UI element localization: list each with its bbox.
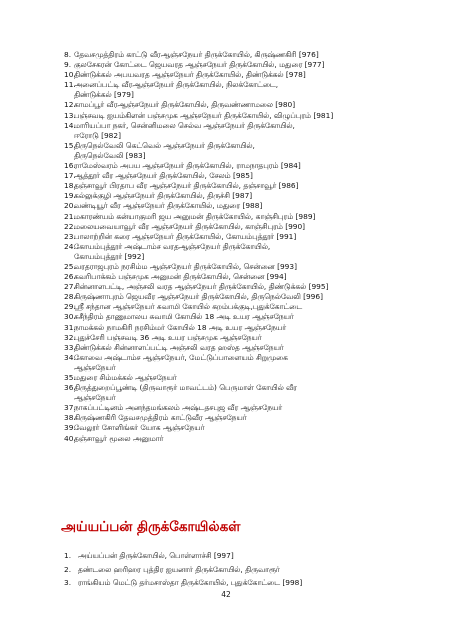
list-item (64, 121, 444, 141)
item-text: மலையவையாவூர் வீர ஆஞ்சநேயர் திருக்கோயில், காஞ்சிபுரம் [990] (74, 221, 306, 231)
list-item (64, 373, 444, 383)
list-item (64, 312, 444, 322)
list-item (64, 201, 444, 211)
item-number: 27. (64, 282, 76, 292)
item-text: கிருஷ்ணாபுரம் ஜெயவீர ஆஞ்சநேயர் திருக்கோயில், திருநெல்வேலி [996] (74, 292, 323, 302)
list-item (64, 343, 444, 353)
item-number: 16. (64, 161, 76, 171)
list-item (64, 434, 444, 444)
temple-list (64, 50, 444, 444)
item-text: கோயம்புத்தூர் அஷ்டாம்ச வரதஆஞ்சநேயர் திருக்கோயில், கோயம்புத்தூர் [992] (74, 241, 271, 261)
ayyappan-temple-list (64, 549, 444, 590)
item-number: 34. (64, 352, 76, 362)
item-number: 2. (64, 564, 72, 574)
list-item (64, 70, 444, 80)
item-number: 15. (64, 140, 76, 150)
list-item (64, 333, 444, 343)
item-text: தஞ்சாவூர் மூலை அனுமார் (74, 433, 164, 443)
list-item (64, 423, 444, 433)
item-text: ராங்கியம் மெட்டு தர்மசாஸ்தா திருக்கோயில், புதுக்கோட்டை [998] (78, 578, 303, 587)
item-number: 26. (64, 272, 76, 282)
list-item (64, 212, 444, 222)
list-item (64, 576, 444, 590)
item-text: கவரிபாக்கம் பஞ்சமுக அனுமன் திருக்கோயில், சென்னை [994] (74, 272, 287, 282)
item-text: தஞ்சாவூர் பிரதாப வீர ஆஞ்சநேயர் திருக்கோயில், தஞ்சாவூர் [986] (74, 181, 299, 191)
item-text: வேலூர் சோளிங்கர் யோக ஆஞ்சநேயர் (74, 423, 205, 433)
item-number: 12. (64, 100, 76, 110)
list-item (64, 292, 444, 302)
item-text: நாகப்பட்டினம் அனந்தமங்கலம் அஷ்டதசபுஜ வீர ஆஞ்சநேயர் (74, 403, 283, 413)
list-item (64, 403, 444, 413)
item-text: ஸ்ரீ சந்தான ஆஞ்சநேயர் சுவாமி கோயில் கறம்பக்குடி,புதுக்கோட்டை (74, 302, 303, 312)
item-text: தண்டலை ஹரிஹர புத்திர ஐயனார் திருக்கோயில், திருவாரூர் (78, 564, 280, 574)
list-item (64, 413, 444, 423)
list-item (64, 232, 444, 242)
list-item (64, 161, 444, 171)
item-number: 17. (64, 171, 76, 181)
item-number: 14. (64, 120, 76, 130)
item-text: சின்னாளபட்டி, அஞ்சலி வரத ஆஞ்சநேயர் திருக்கோயில், திண்டுக்கல் [995] (74, 282, 329, 292)
item-text: ஆத்தூர் வீர ஆஞ்சநேயர் திருக்கோயில், சேலம் [985] (74, 171, 253, 181)
list-item (64, 272, 444, 282)
item-number: 21. (64, 211, 76, 221)
list-item (64, 80, 444, 100)
list-item (64, 50, 444, 60)
item-text: நாமக்கல் நாமகிரி நரசிம்மர் கோயில் 18 அடி உயர ஆஞ்சநேயர் (74, 322, 287, 332)
item-text: அய்யப்பன் திருக்கோயில், பொள்ளாச்சி [997] (78, 551, 234, 560)
item-number: 39. (64, 423, 76, 433)
list-item (64, 563, 444, 577)
item-text: குலசேகரன் கோட்டை ஜெயவரத ஆஞ்சநேயர் திருக்கோயில், மதுரை [977] (74, 60, 325, 70)
item-number: 33. (64, 342, 76, 352)
item-number: 36. (64, 383, 76, 393)
list-item (64, 181, 444, 191)
list-item (64, 141, 444, 161)
item-number: 29. (64, 302, 76, 312)
page-number: 42 (221, 590, 231, 599)
list-item (64, 242, 444, 262)
item-number: 1. (64, 551, 72, 560)
item-text: திண்டுக்கல் அபயவரத ஆஞ்சநேயர் திருக்கோயில், திண்டுக்கல் [978] (74, 70, 306, 80)
list-item (64, 222, 444, 232)
item-text: மதுரை சிம்மக்கல் ஆஞ்சநேயர் (74, 373, 177, 382)
item-text: மகாரண்யம் கன்யாகுமரி ஜய அனுமன் திருக்கோயில், காஞ்சிபுரம் [989] (74, 211, 316, 221)
item-text: தேவசமுத்திரம் காட்டு வீரஆஞ்சநேயர் திருக்கோயில், கிருஷ்ணகிரி [976] (74, 50, 319, 59)
item-text: பாலாற்றின் கரை ஆஞ்சநேயர் திருக்கோயில், கோயம்புத்தூர் [991] (74, 231, 297, 241)
list-item (64, 60, 444, 70)
item-text: காமப்பூர் வீரஆஞ்சநேயர் திருக்கோயில், திருவண்ணாமலை [980] (74, 100, 296, 110)
item-number: 3. (64, 578, 72, 587)
item-number: 35. (64, 373, 76, 382)
list-item (64, 302, 444, 312)
list-item (64, 262, 444, 272)
list-item (64, 353, 444, 373)
list-item (64, 323, 444, 333)
item-number: 8. (64, 50, 72, 59)
item-number: 28. (64, 292, 76, 302)
item-text: மாரியப்பா நகர், சென்னிமலை செல்வ ஆஞ்சநேயர் திருக்கோயில், ஈரோடு [982] (74, 120, 295, 140)
item-number: 11. (64, 80, 76, 90)
list-item (64, 171, 444, 181)
list-item (64, 383, 444, 403)
item-text: பஞ்சவடி ஐயம்கிளன் பஞ்சமுக ஆஞ்சநேயர் திருக்கோயில், விழுப்புரம் [981] (74, 110, 334, 120)
item-text: வண்டியூர் வீர ஆஞ்சநேயர் திருக்கோயில், மதுரை [988] (74, 201, 263, 211)
item-number: 32. (64, 332, 76, 342)
item-text: வரதராஜபுரம் நரசிம்ம ஆஞ்சநேயர் திருக்கோயில், சென்னை [993] (74, 261, 297, 271)
item-text: கோவை அஷ்டாம்ச ஆஞ்சநேயர், மேட்டுப்பாளையம் சிறுமுகை ஆஞ்சநேயர் (74, 352, 288, 372)
item-number: 24. (64, 241, 76, 251)
item-number: 9. (64, 60, 72, 70)
item-number: 30. (64, 312, 76, 322)
item-text: கிருஷ்ணகிரி தேவசமுத்திரம் காட்டுவீர ஆஞ்சநேயர் (74, 413, 247, 423)
item-number: 37. (64, 403, 76, 413)
item-number: 18. (64, 181, 76, 191)
item-number: 20. (64, 201, 76, 211)
item-number: 13. (64, 110, 76, 120)
item-number: 23. (64, 231, 76, 241)
item-number: 38. (64, 413, 76, 423)
item-number: 22. (64, 221, 76, 231)
item-text: கல்லுக்குழி ஆஞ்சநேயர் திருக்கோயில், திருச்சி [987] (74, 191, 253, 201)
list-item (64, 282, 444, 292)
item-text: ராமேஸ்வரம் அபய ஆஞ்சநேயர் திருக்கோயில், ராமநாதபுரம் [984] (74, 161, 301, 171)
item-number: 19. (64, 191, 76, 201)
item-text: புதுச்சேரி பஞ்சவடி 36 அடி உயர பஞ்சமுக ஆஞ்சநேயர் (74, 332, 262, 342)
list-item (64, 100, 444, 110)
item-text: திருநெல்வேலி கெட்வெல் ஆஞ்சநேயர் திருக்கோயில், திருநெல்வேலி [983] (74, 140, 255, 160)
item-number: 40. (64, 433, 76, 443)
item-text: திருத்துறைப்பூண்டி (திருவாரூர் மாவட்டம்) பெருமாள் கோயில் வீர ஆஞ்சநேயர் (74, 383, 297, 403)
item-text: திண்டுக்கல் சின்னாளப்பட்டி அஞ்சலி வரத ஹஸ்த ஆஞ்சநேயர் (74, 342, 284, 352)
item-number: 31. (64, 322, 76, 332)
section-heading: அய்யப்பன் திருக்கோயில்கள் (61, 519, 241, 535)
item-number: 10. (64, 70, 76, 80)
list-item (64, 111, 444, 121)
item-text: சுசீந்திரம் தாணுமாலய சுவாமி கோயில் 18 அடி உயர ஆஞ்சநேயர் (74, 312, 294, 322)
item-number: 25. (64, 261, 76, 271)
list-item (64, 549, 444, 563)
list-item (64, 191, 444, 201)
item-text: அனைப்பட்டி வீரஆஞ்சநேயர் திருக்கோயில், நிலக்கோட்டை, திண்டுக்கல் [979] (74, 80, 279, 100)
